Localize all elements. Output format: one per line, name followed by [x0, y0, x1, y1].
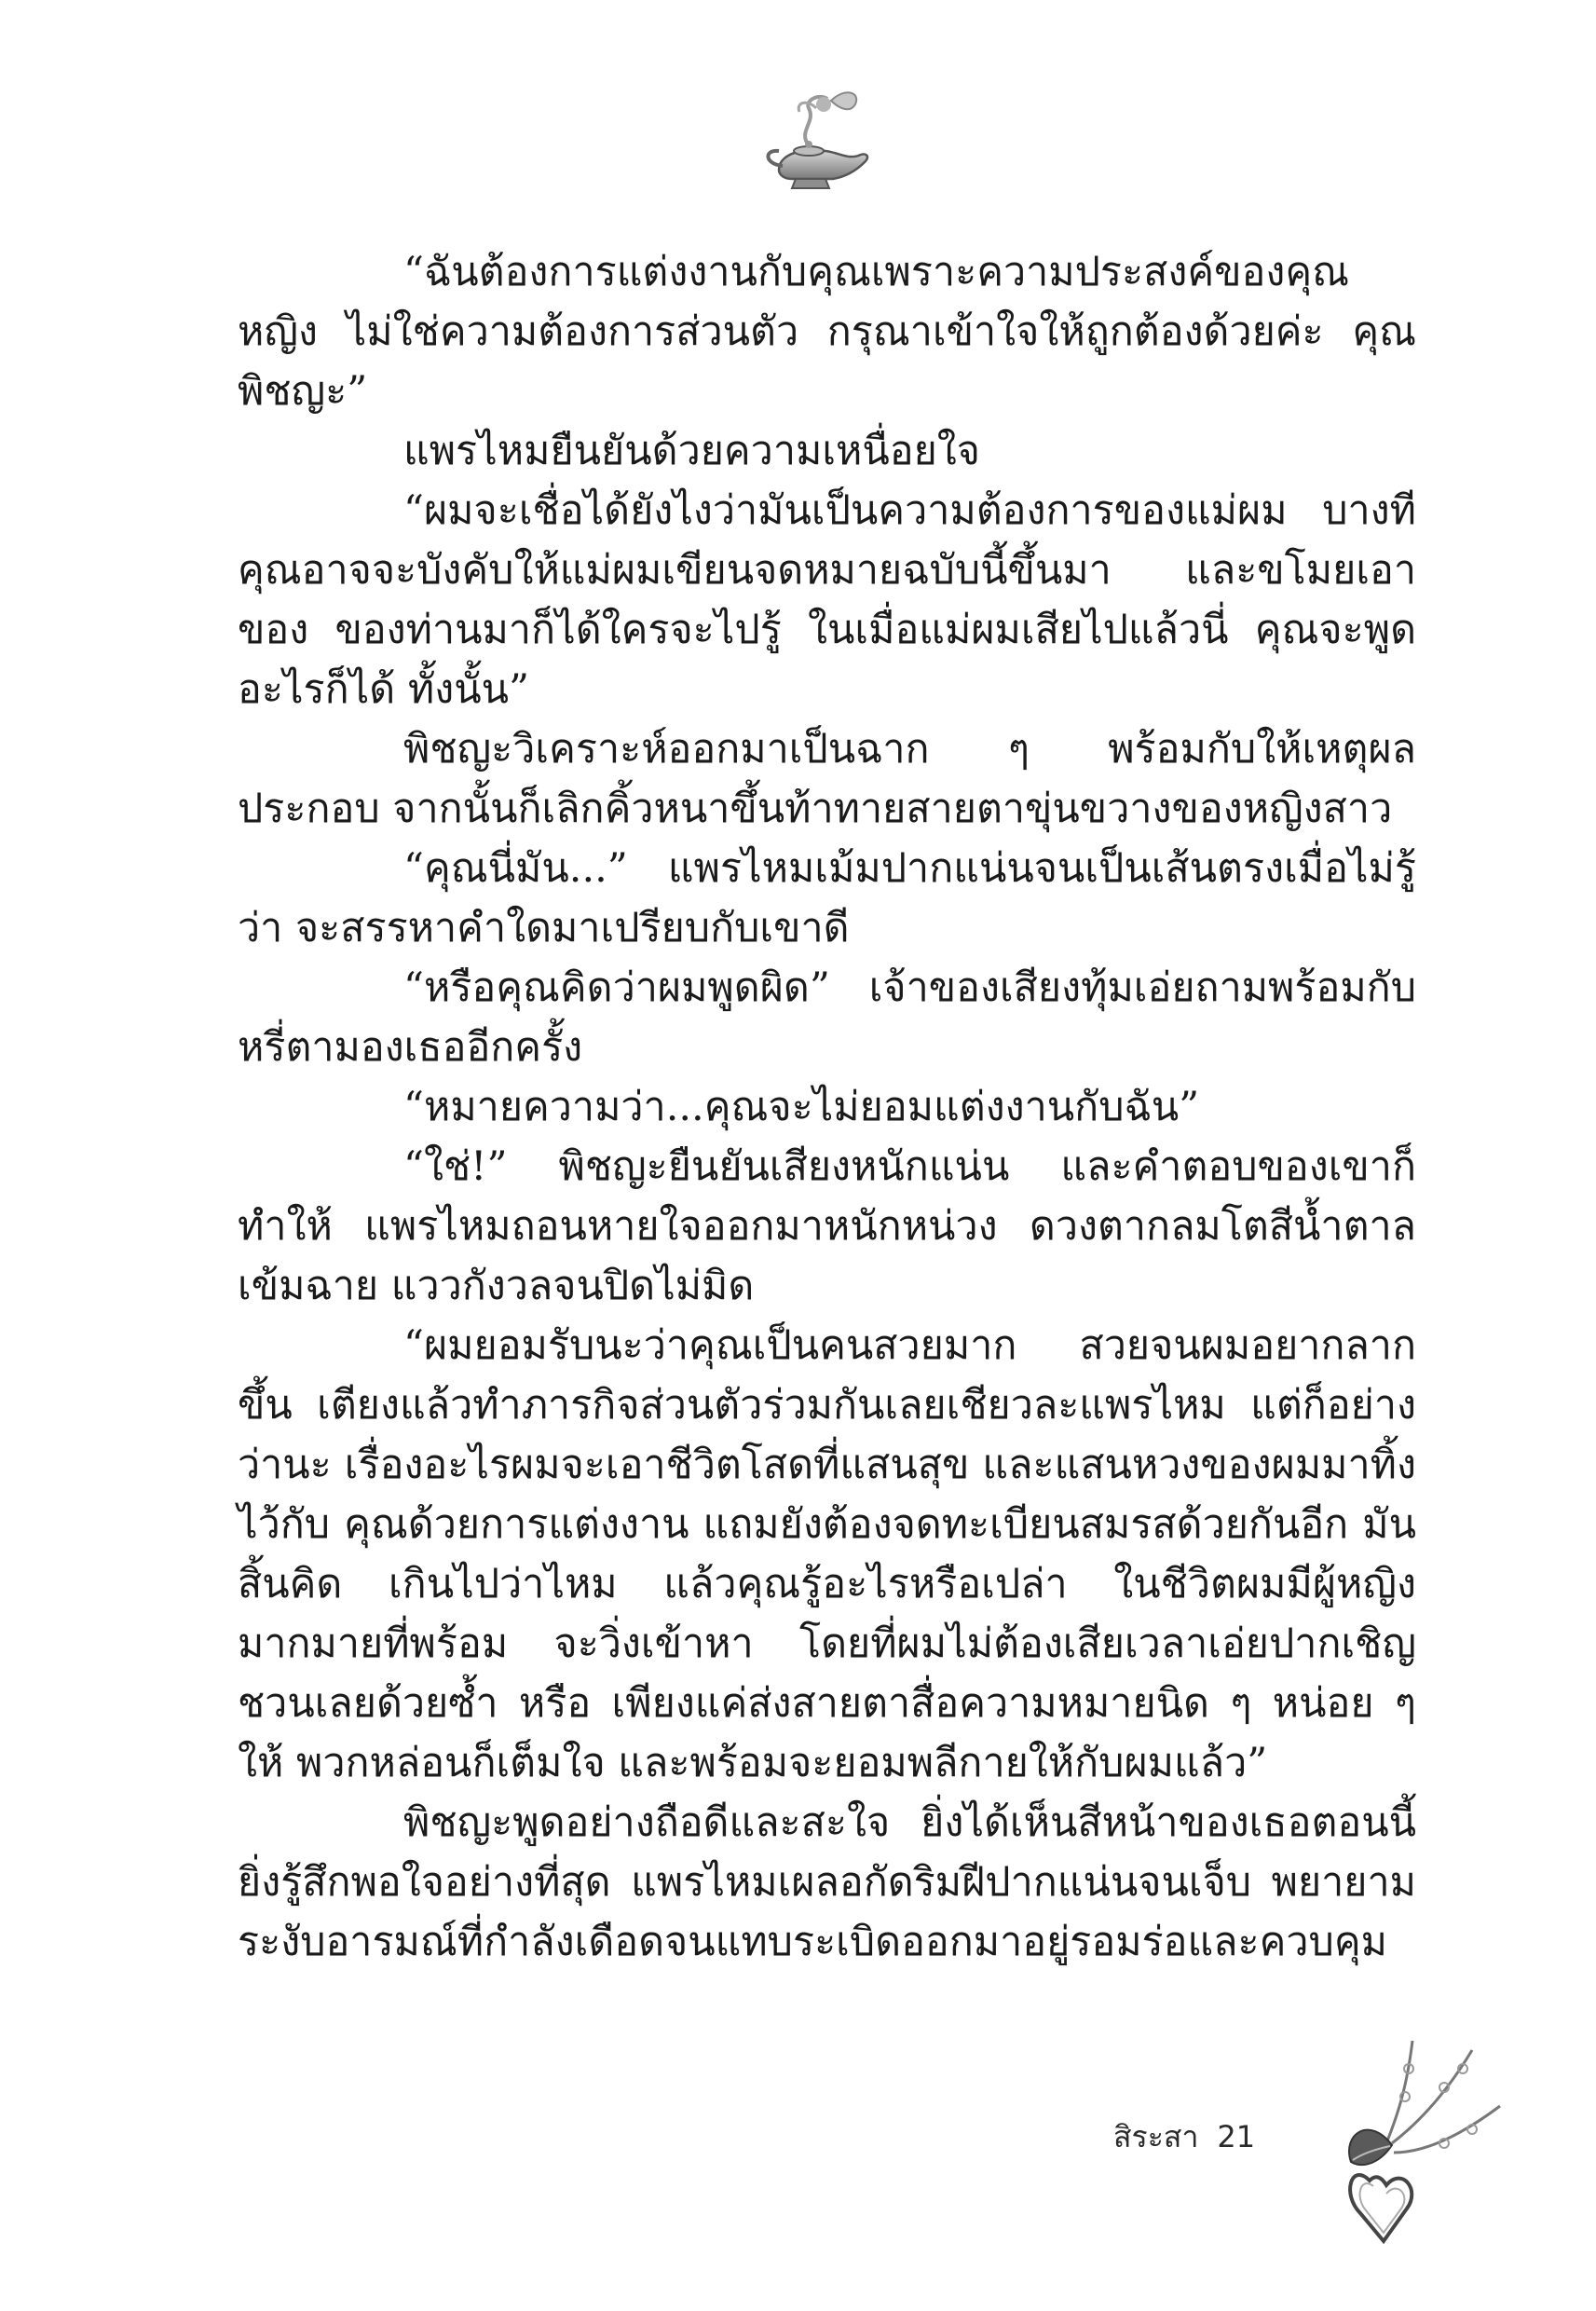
paragraph: “ผมยอมรับนะว่าคุณเป็นคนสวยมาก สวยจนผมอยากลากขึ้น เตียงแล้วทำภารกิจส่วนตัวร่วมกันเลยเชียวละแพรไหม แต่ก็อย่างว่านะ เรื่องอะไรผมจะเอาชีวิตโสดที่แสนสุข และแสนหวงของผมมาทิ้งไว้กับ คุณด้วยการแต่งงาน แถมยังต้องจดทะเบียนสมรสด้วยกันอีก มันสิ้นคิด เกินไปว่าไหม แล้วคุณรู้อะไรหรือเปล่า ในชีวิตผมมีผู้หญิงมากมายที่พร้อม จะวิ่งเข้าหา โดยที่ผมไม่ต้องเสียเวลาเอ่ยปากเชิญชวนเลยด้วยซ้ำ หรือ เพียงแค่ส่งสายตาสื่อความหมายนิด ๆ หน่อย ๆ ให้ พวกหล่อนก็เต็มใจ และพร้อมจะยอมพลีกายให้กับผมแล้ว” [238, 1322, 1416, 1786]
story-text [238, 242, 1416, 1972]
footer-title: สิระสา [1113, 2119, 1199, 2154]
paragraph: แพรไหมยืนยันด้วยความเหนื่อยใจ [403, 428, 980, 474]
page-footer [1113, 2113, 1255, 2161]
paragraph: พิชญะพูดอย่างถือดีและสะใจ ยิ่งได้เห็นสีหน้าของเธอตอนนี้ ยิ่งรู้สึกพอใจอย่างที่สุด แพรไหมเผลอกัดริมฝีปากแน่นจนเจ็บ พยายาม ระงับอารมณ์ที่กำลังเดือดจนแทบระเบิดออกมาอยู่รอมร่อและควบคุม [238, 1799, 1416, 1965]
paragraph: “คุณนี่มัน...” แพรไหมเม้มปากแน่นจนเป็นเส้นตรงเมื่อไม่รู้ว่า จะสรรหาคำใดมาเปรียบกับเขาดี [238, 845, 1416, 951]
paragraph: พิชญะวิเคราะห์ออกมาเป็นฉาก ๆ พร้อมกับให้เหตุผลประกอบ จากนั้นก็เลิกคิ้วหนาขึ้นท้าทายสายตาขุ่นขวางของหญิงสาว [238, 726, 1416, 832]
paragraph: “หรือคุณคิดว่าผมพูดผิด” เจ้าของเสียงทุ้มเอ่ยถามพร้อมกับ หรี่ตามองเธออีกครั้ง [238, 964, 1416, 1071]
magic-lamp-fairy-icon [751, 80, 881, 211]
paragraph: “หมายความว่า...คุณจะไม่ยอมแต่งงานกับฉัน” [403, 1084, 1200, 1130]
paragraph: “ผมจะเชื่อได้ยังไงว่ามันเป็นความต้องการของแม่ผม บางที คุณอาจจะบังคับให้แม่ผมเขียนจดหมายฉบับนี้ขึ้นมา และขโมยเอาของ ของท่านมาก็ได้ใครจะไปรู้ ในเมื่อแม่ผมเสียไปแล้วนี่ คุณจะพูดอะไรก็ได้ ทั้งนั้น” [238, 487, 1416, 713]
paragraph: “ใช่!” พิชญะยืนยันเสียงหนักแน่น และคำตอบของเขาก็ทำให้ แพรไหมถอนหายใจออกมาหนักหน่วง ดวงตากลมโตสีน้ำตาลเข้มฉาย แววกังวลจนปิดไม่มิด [238, 1143, 1416, 1309]
paragraph: “ฉันต้องการแต่งงานกับคุณเพราะความประสงค์ของคุณหญิง ไม่ใช่ความต้องการส่วนตัว กรุณาเข้าใจให้ถูกต้องด้วยค่ะ คุณพิชญะ” [238, 249, 1416, 415]
page-number: 21 [1217, 2119, 1256, 2154]
heart-pendant-chain-icon [1332, 2022, 1519, 2255]
